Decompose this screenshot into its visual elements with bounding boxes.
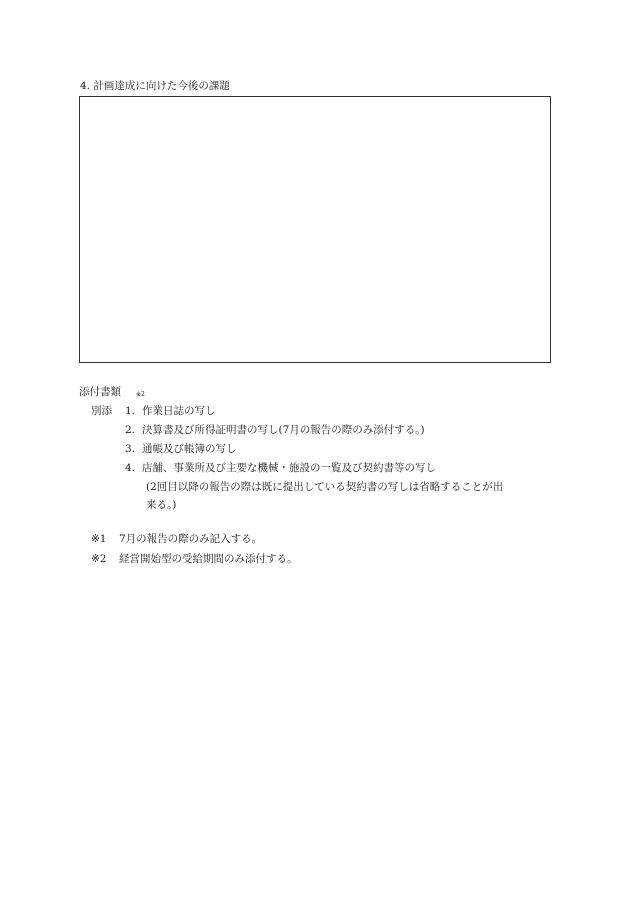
attachment-item-text: 店舗、事業所及び主要な機械・施設の一覧及び契約書等の写し	[142, 462, 436, 474]
attachment-item-text: 通帳及び帳簿の写し	[142, 443, 237, 455]
attachment-item-number: 4.	[125, 462, 136, 474]
attachment-item-number: 1.	[125, 405, 136, 417]
attachment-item-number: 2.	[125, 424, 136, 436]
attachment-item-text: 作業日誌の写し	[142, 405, 216, 417]
betten-label: 別添	[91, 405, 112, 417]
footnote-mark: ※2	[91, 553, 107, 565]
attachment-item-text: 決算書及び所得証明書の写し(7月の報告の際のみ添付する。)	[142, 424, 425, 436]
attachments-heading: 添付書類	[79, 386, 121, 398]
attachment-item-note-line2: 来る。)	[146, 499, 177, 511]
footnote-mark: ※1	[91, 533, 107, 545]
attachment-item-note-line1: (2回目以降の報告の際は既に提出している契約書の写しは省略することが出	[146, 481, 504, 493]
section-title: 4. 計画達成に向けた今後の課題	[80, 80, 230, 92]
footnote-text: 経営開始型の受給期間のみ添付する。	[119, 553, 298, 565]
attachments-heading-note: ※2	[136, 391, 145, 398]
answer-box[interactable]	[79, 96, 551, 363]
attachment-item-number: 3.	[125, 443, 136, 455]
footnote-text: 7月の報告の際のみ記入する。	[119, 533, 263, 545]
